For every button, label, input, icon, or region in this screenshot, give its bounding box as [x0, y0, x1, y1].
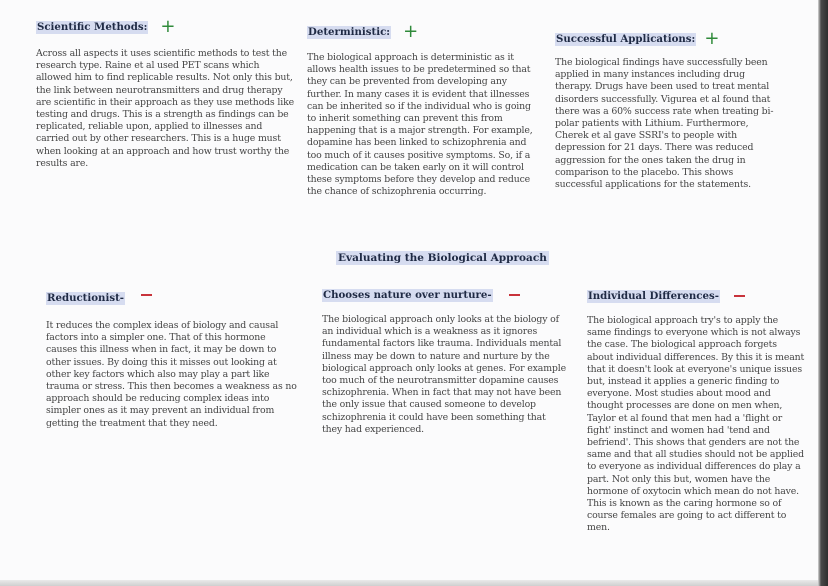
- section-heading-row: [587, 288, 805, 304]
- scan-edge-right: [818, 0, 828, 586]
- section-body: It reduces the complex ideas of biology and causal factors into a simpler one. That of this hormone causes this illness when in fact, it may be down to other issues. By doing this it misses out looking at other key factors which also may play a part like trauma or stress. This then becomes a weakness as no approach should be reducing complex ideas into simpler ones as it may prevent an individual from getting the treatment that they need.: [46, 320, 297, 429]
- section-nature-over-nurture: [322, 287, 568, 436]
- minus-icon: [509, 294, 520, 296]
- scan-edge-bottom: [0, 580, 818, 586]
- section-body: The biological approach only looks at the biology of an individual which is a weakness as it ignores fundamental factors like trauma. Individuals mental illness may be down to nature and nurture by the biological approach only looks at genes. For example too much of the neurotransmitter dopamine causes schizophrenia. When in fact that may not have been the only issue that caused someone to develop schizophrenia it could have been something that they had experienced.: [322, 314, 566, 435]
- section-heading-row: [36, 16, 296, 37]
- section-heading-row: [322, 287, 568, 303]
- section-body: Across all aspects it uses scientific methods to test the research type. Raine et al used PET scans which allowed him to find replicable results. Not only this but, the link between neurotransmitters and drug therapy are scientific in their approach as they use methods like testing and drugs. This is a strength as findings can be replicated, reliable upon, applied to illnesses and carried out by other researchers. This is a huge must when looking at an approach and how trust worthy the results are.: [36, 48, 294, 169]
- section-deterministic: [307, 21, 539, 198]
- section-successful-applications: [555, 28, 775, 191]
- plus-icon: +: [160, 16, 176, 37]
- plus-icon: +: [403, 21, 419, 42]
- section-heading: Chooses nature over nurture-: [323, 288, 492, 301]
- section-individual-differences: [587, 288, 805, 535]
- section-body: The biological findings have successfully been applied in many instances including drug therapy. Drugs have been used to treat mental disorders successfully. Vigurea et al found that there was a 60% success rate when treating bi-polar patients with Lithium. Furthermore, Cherek et al gave SSRI's to people with depression for 21 days. There was reduced aggression for the ones taken the drug in comparison to the placebo. This shows successful applications for the statements.: [555, 57, 774, 191]
- section-heading: Individual Differences-: [588, 289, 719, 302]
- section-heading-row: [555, 28, 775, 49]
- section-scientific-methods: [36, 16, 296, 170]
- minus-icon: [734, 295, 745, 297]
- section-heading-row: [307, 21, 539, 42]
- minus-icon: [141, 294, 152, 296]
- section-heading: Deterministic:: [308, 25, 391, 38]
- section-body: The biological approach try's to apply the same findings to everyone which is not always the case. The biological approach forgets about individual differences. By this it is meant that it doesn't look at everyone's unique issues but, instead it applies a generic finding to everyone. Most studies about mood and thought processes are done on men when, Taylor et al found that men had a 'flight or fight' instinct and women had 'tend and befriend'. This shows that genders are not the same and that all studies should not be applied to everyone as individual differences do play a part. Not only this but, women have the hormone of oxytocin which mean do not have. This is known as the caring hormone so of course females are going to act different to men.: [587, 315, 805, 534]
- section-heading-row: [46, 290, 298, 306]
- section-body: The biological approach is deterministic as it allows health issues to be predetermined so that they can be prevented from developing any further. In many cases it is evident that illnesses can be inherited so if the individual who is going to inherit something can prevent this from happening that is a major strength. For example, dopamine has been linked to schizophrenia and too much of it causes positive symptoms. So, if a medication can be taken early on it will control these symptoms before they develop and reduce the chance of schizophrenia occurring.: [307, 52, 533, 198]
- section-heading: Scientific Methods:: [37, 20, 148, 33]
- page-title: Evaluating the Biological Approach: [338, 252, 547, 264]
- plus-icon: +: [704, 28, 720, 49]
- section-heading: Reductionist-: [47, 291, 124, 304]
- section-heading: Successful Applications:: [556, 32, 696, 45]
- section-reductionist: [46, 290, 298, 430]
